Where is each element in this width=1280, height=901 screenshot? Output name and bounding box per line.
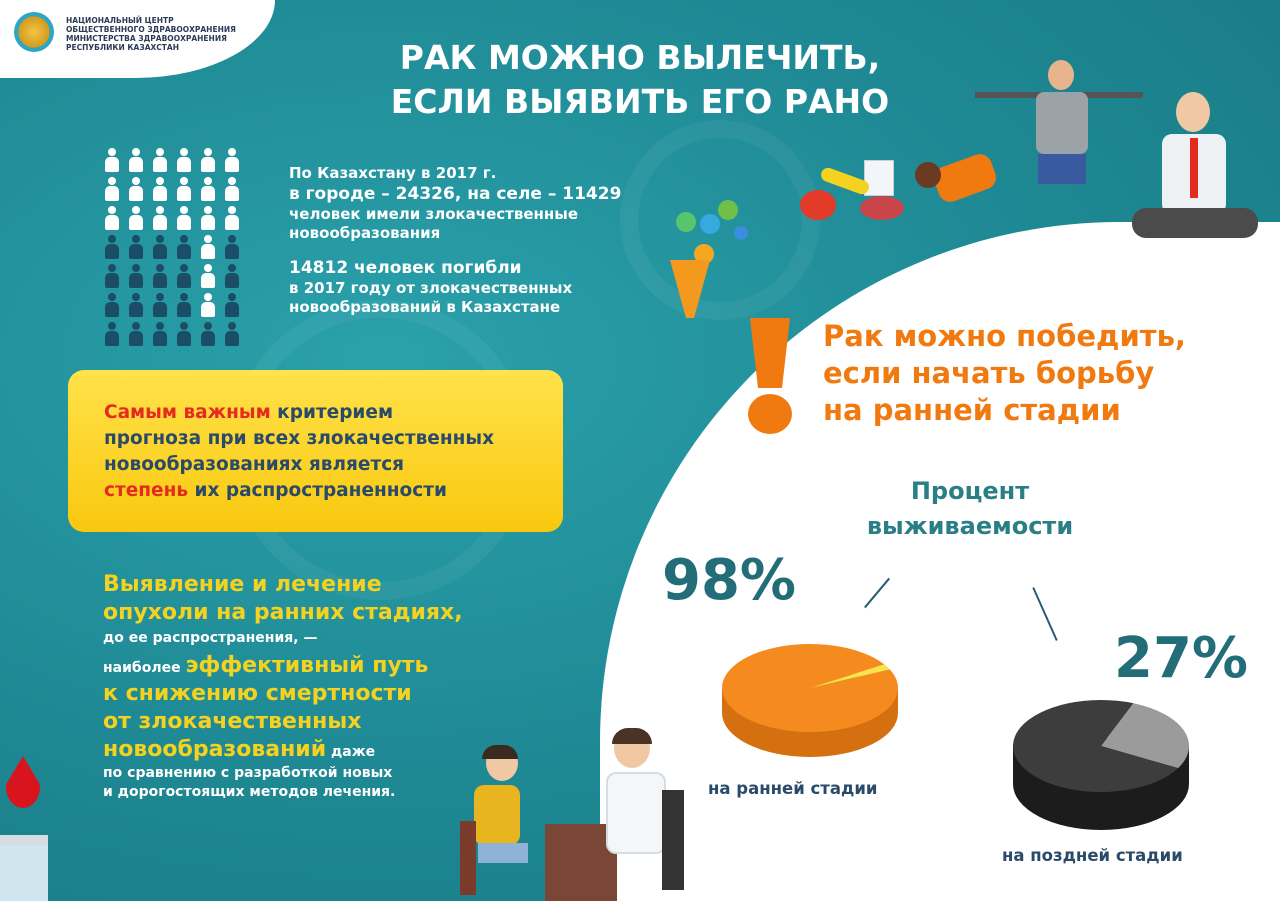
survival-title-line: Процент bbox=[910, 477, 1030, 505]
weightlifter-figure bbox=[1030, 60, 1094, 210]
person-icon bbox=[124, 148, 148, 172]
person-icon bbox=[124, 235, 148, 259]
detection-heading: новообразований bbox=[103, 737, 327, 762]
detection-line: по сравнению с разработкой новых bbox=[103, 765, 393, 781]
person-icon bbox=[196, 148, 220, 172]
detection-line: до ее распространения, — bbox=[103, 630, 318, 646]
person-icon bbox=[172, 264, 196, 288]
early-percent-label: 98% bbox=[662, 548, 797, 613]
org-line: НАЦИОНАЛЬНЫЙ ЦЕНТР bbox=[66, 16, 174, 25]
early-stage-caption: на ранней стадии bbox=[708, 779, 878, 798]
person-icon bbox=[220, 235, 244, 259]
fight-line: если начать борьбу bbox=[823, 356, 1155, 390]
person-icon bbox=[100, 293, 124, 317]
person-icon bbox=[172, 177, 196, 201]
exclamation-icon bbox=[746, 318, 794, 436]
survival-title-line: выживаемости bbox=[866, 512, 1074, 540]
person-icon bbox=[100, 235, 124, 259]
org-line: ОБЩЕСТВЕННОГО ЗДРАВООХРАНЕНИЯ bbox=[66, 25, 236, 34]
person-icon bbox=[220, 177, 244, 201]
title-line: ЕСЛИ ВЫЯВИТЬ ЕГО РАНО bbox=[390, 82, 890, 121]
person-icon bbox=[148, 264, 172, 288]
stats-deaths: 14812 человек погибли bbox=[289, 258, 522, 278]
person-icon bbox=[196, 177, 220, 201]
doctor-figure bbox=[600, 728, 690, 898]
stats-line: человек имели злокачественные bbox=[289, 205, 578, 223]
detection-heading: опухоли на ранних стадиях, bbox=[103, 600, 463, 625]
detection-heading: Выявление и лечение bbox=[103, 572, 382, 597]
criteria-text: их распространенности bbox=[188, 480, 447, 501]
organization-name bbox=[66, 16, 236, 52]
stats-line: новообразований в Казахстане bbox=[289, 298, 561, 316]
detection-heading: к снижению смертности bbox=[103, 681, 412, 706]
person-icon bbox=[100, 322, 124, 346]
person-icon bbox=[124, 264, 148, 288]
person-icon bbox=[172, 148, 196, 172]
person-icon bbox=[124, 177, 148, 201]
person-icon bbox=[124, 206, 148, 230]
person-icon bbox=[220, 264, 244, 288]
org-line: РЕСПУБЛИКИ КАЗАХСТАН bbox=[66, 43, 179, 52]
stats-line: новообразования bbox=[289, 224, 441, 242]
person-icon bbox=[100, 177, 124, 201]
person-icon bbox=[220, 148, 244, 172]
meditating-man-figure bbox=[1120, 92, 1270, 252]
person-icon bbox=[196, 206, 220, 230]
page-title bbox=[330, 36, 950, 124]
person-icon bbox=[100, 264, 124, 288]
criteria-text: прогноза при всех злокачественных bbox=[104, 428, 495, 449]
person-icon bbox=[148, 293, 172, 317]
person-icon bbox=[220, 293, 244, 317]
stats-cases: в городе – 24326, на селе – 11429 bbox=[289, 184, 622, 204]
late-stage-caption: на поздней стадии bbox=[1002, 846, 1183, 865]
criteria-text: критерием bbox=[270, 402, 394, 423]
org-line: МИНИСТЕРСТВА ЗДРАВООХРАНЕНИЯ bbox=[66, 34, 227, 43]
criteria-text: новообразованиях является bbox=[104, 454, 405, 475]
vitamins-icon bbox=[668, 200, 778, 320]
early-stage-pie bbox=[710, 628, 910, 778]
statistics-text bbox=[289, 164, 669, 317]
yoga-woman-figure bbox=[915, 100, 1005, 230]
person-icon bbox=[196, 293, 220, 317]
stats-line: По Казахстану в 2017 г. bbox=[289, 164, 497, 182]
highlight-text: степень bbox=[104, 480, 189, 501]
person-icon bbox=[196, 235, 220, 259]
detection-line: наиболее bbox=[103, 660, 186, 676]
detection-heading: от злокачественных bbox=[103, 709, 362, 734]
medicine-jar-icon bbox=[0, 835, 48, 901]
detection-text bbox=[103, 571, 503, 802]
person-icon bbox=[124, 322, 148, 346]
person-icon bbox=[196, 322, 220, 346]
detection-line: даже bbox=[326, 744, 376, 760]
food-items bbox=[800, 160, 920, 220]
highlight-text: Самым важным bbox=[104, 402, 271, 423]
person-icon bbox=[148, 322, 172, 346]
fight-line: Рак можно победить, bbox=[823, 319, 1186, 353]
person-icon bbox=[220, 322, 244, 346]
detection-heading: эффективный путь bbox=[185, 653, 429, 678]
person-icon bbox=[100, 148, 124, 172]
person-icon bbox=[148, 235, 172, 259]
person-icon bbox=[196, 264, 220, 288]
person-icon bbox=[172, 322, 196, 346]
person-icon bbox=[220, 206, 244, 230]
fight-line: на ранней стадии bbox=[823, 393, 1121, 427]
late-stage-pie bbox=[1005, 692, 1205, 842]
patient-figure bbox=[460, 745, 540, 895]
emblem-icon bbox=[14, 12, 54, 52]
person-icon bbox=[172, 206, 196, 230]
stats-line: в 2017 году от злокачественных bbox=[289, 279, 573, 297]
person-icon bbox=[148, 206, 172, 230]
survival-title bbox=[820, 474, 1120, 544]
detection-line: и дорогостоящих методов лечения. bbox=[103, 784, 396, 800]
title-line: РАК МОЖНО ВЫЛЕЧИТЬ, bbox=[399, 38, 881, 77]
people-grid bbox=[100, 148, 250, 346]
criteria-box bbox=[68, 370, 563, 532]
late-percent-label: 27% bbox=[1114, 626, 1249, 691]
person-icon bbox=[124, 293, 148, 317]
person-icon bbox=[100, 206, 124, 230]
person-icon bbox=[148, 177, 172, 201]
person-icon bbox=[148, 148, 172, 172]
person-icon bbox=[172, 235, 196, 259]
person-icon bbox=[172, 293, 196, 317]
fight-heading bbox=[823, 318, 1263, 429]
